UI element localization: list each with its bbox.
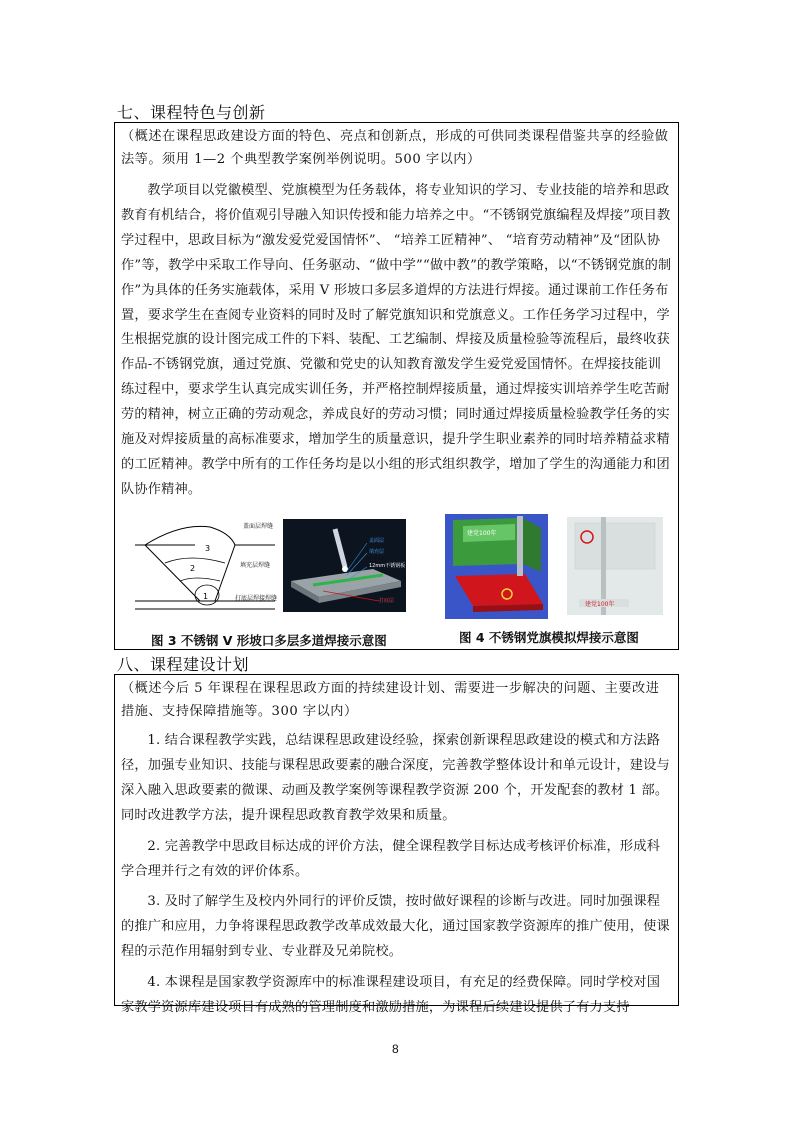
plan-item-2: 2. 完善教学中思政目标达成的评价方法，健全课程教学目标达成考核评价标准，形成科学合理并行之有效的评价体系。 <box>121 838 661 879</box>
sim-label-fill: 填充层 <box>369 549 385 555</box>
label-fill-weld: 填充层焊缝 <box>240 562 271 569</box>
section8-hint: （概述今后 5 年课程在课程思政方面的持续建设计划、需要进一步解决的问题、主要改进措施、支持保障措施等。300 字以内） <box>121 681 660 719</box>
section8-title: 八、课程建设计划 <box>117 655 250 674</box>
fig3-caption: 图 3 不锈钢 V 形坡口多层多道焊接示意图 <box>151 633 387 648</box>
fig4-caption: 图 4 不锈钢党旗模拟焊接示意图 <box>459 630 639 645</box>
weld-simulation-image <box>283 519 406 612</box>
section7-title: 七、课程特色与创新 <box>117 103 266 122</box>
plan-item-3: 3. 及时了解学生及校内外同行的评价反馈，按时做好课程的诊断与改进。同时加强课程的推广和应用，力争将课程思政教学改革成效最大化，通过国家教学资源库的推广使用，使课程的示范作用辐射到专业、专业群及兄弟院校。 <box>121 894 670 960</box>
plan-item-4: 4. 本课程是国家教学资源库中的标准课程建设项目，有充足的经费保障。同时学校对国家教学资源库建设项目有成熟的管理制度和激励措施，为课程后续建设提供了有力支持 <box>121 975 661 1016</box>
section7-hint: （概述在课程思政建设方面的特色、亮点和创新点，形成的可供同类课程借鉴共享的经验做法等。须用 1—2 个典型教学案例举例说明。500 字以内） <box>121 129 669 167</box>
flag-plate-bottom-text: 建党100年 <box>585 601 615 608</box>
page-number: 8 <box>392 1042 399 1056</box>
sim-label-root: 打底层 <box>379 598 395 604</box>
groove-layer-2: 2 <box>190 564 196 573</box>
sim-label-cap: 盖面层 <box>369 538 385 544</box>
flag-plate-image <box>567 517 663 615</box>
flag-plate-text: 建党100年 <box>467 530 497 537</box>
flag-welding-3d-image <box>445 514 548 619</box>
plan-item-1: 1. 结合课程教学实践，总结课程思政建设经验，探索创新课程思政建设的模式和方法路径，加强专业知识、技能与课程思政要素的融合深度，完善教学整体设计和单元设计，建设与深入融入思政要素的微课、动画及教学案例等课程教学资源 200 个，开发配套的教材 1 部。同时改进教学方法，提升课程思政教育教学效果和质量。 <box>121 733 670 823</box>
sim-label-plate: 12mm不锈钢板 <box>369 563 406 569</box>
groove-layer-3: 3 <box>205 544 211 553</box>
groove-layer-1: 1 <box>203 592 209 601</box>
label-cap-weld: 盖面层焊缝 <box>243 523 274 530</box>
section7-body: 教学项目以党徽模型、党旗模型为任务载体，将专业知识的学习、专业技能的培养和思政教育有机结合，将价值观引导融入知识传授和能力培养之中。“不锈钢党旗编程及焊接”项目教学过程中，思政目标为“激发爱党爱国情怀”、 “培养工匠精神”、 “培育劳动精神”及“团队协作”等，教学中采取工作导向、任务驱动、“做中学”“做中教”的教学策略，以“不锈钢党旗的制作”为具体的任务实施载体，采用 V 形坡口多层多道焊的方法进行焊接。通过课前工作任务布置，要求学生在查阅专业资料的同时及时了解党旗知识和党旗意义。工作任务学习过程中，学生根据党旗的设计图完成工件的下料、装配、工艺编制、焊接及质量检验等流程后，最终收获作品-不锈钢党旗，通过党旗、党徽和党史的认知教育激发学生爱党爱国情怀。在焊接技能训练过程中，要求学生认真完成实训任务，并严格控制焊接质量，通过焊接实训培养学生吃苦耐劳的精神，树立正确的劳动观念，养成良好的劳动习惯；同时通过焊接质量检验教学任务的实施及对焊接质量的高标准要求，增加学生的质量意识，提升学生职业素养的同时培养精益求精的工匠精神。教学中所有的工作任务均是以小组的形式组织教学，增加了学生的沟通能力和团队协作精神。 <box>121 183 672 497</box>
section8-box <box>114 674 679 1016</box>
label-root-weld: 打底层焊接焊缝 <box>235 595 278 602</box>
section7-box <box>114 122 679 650</box>
